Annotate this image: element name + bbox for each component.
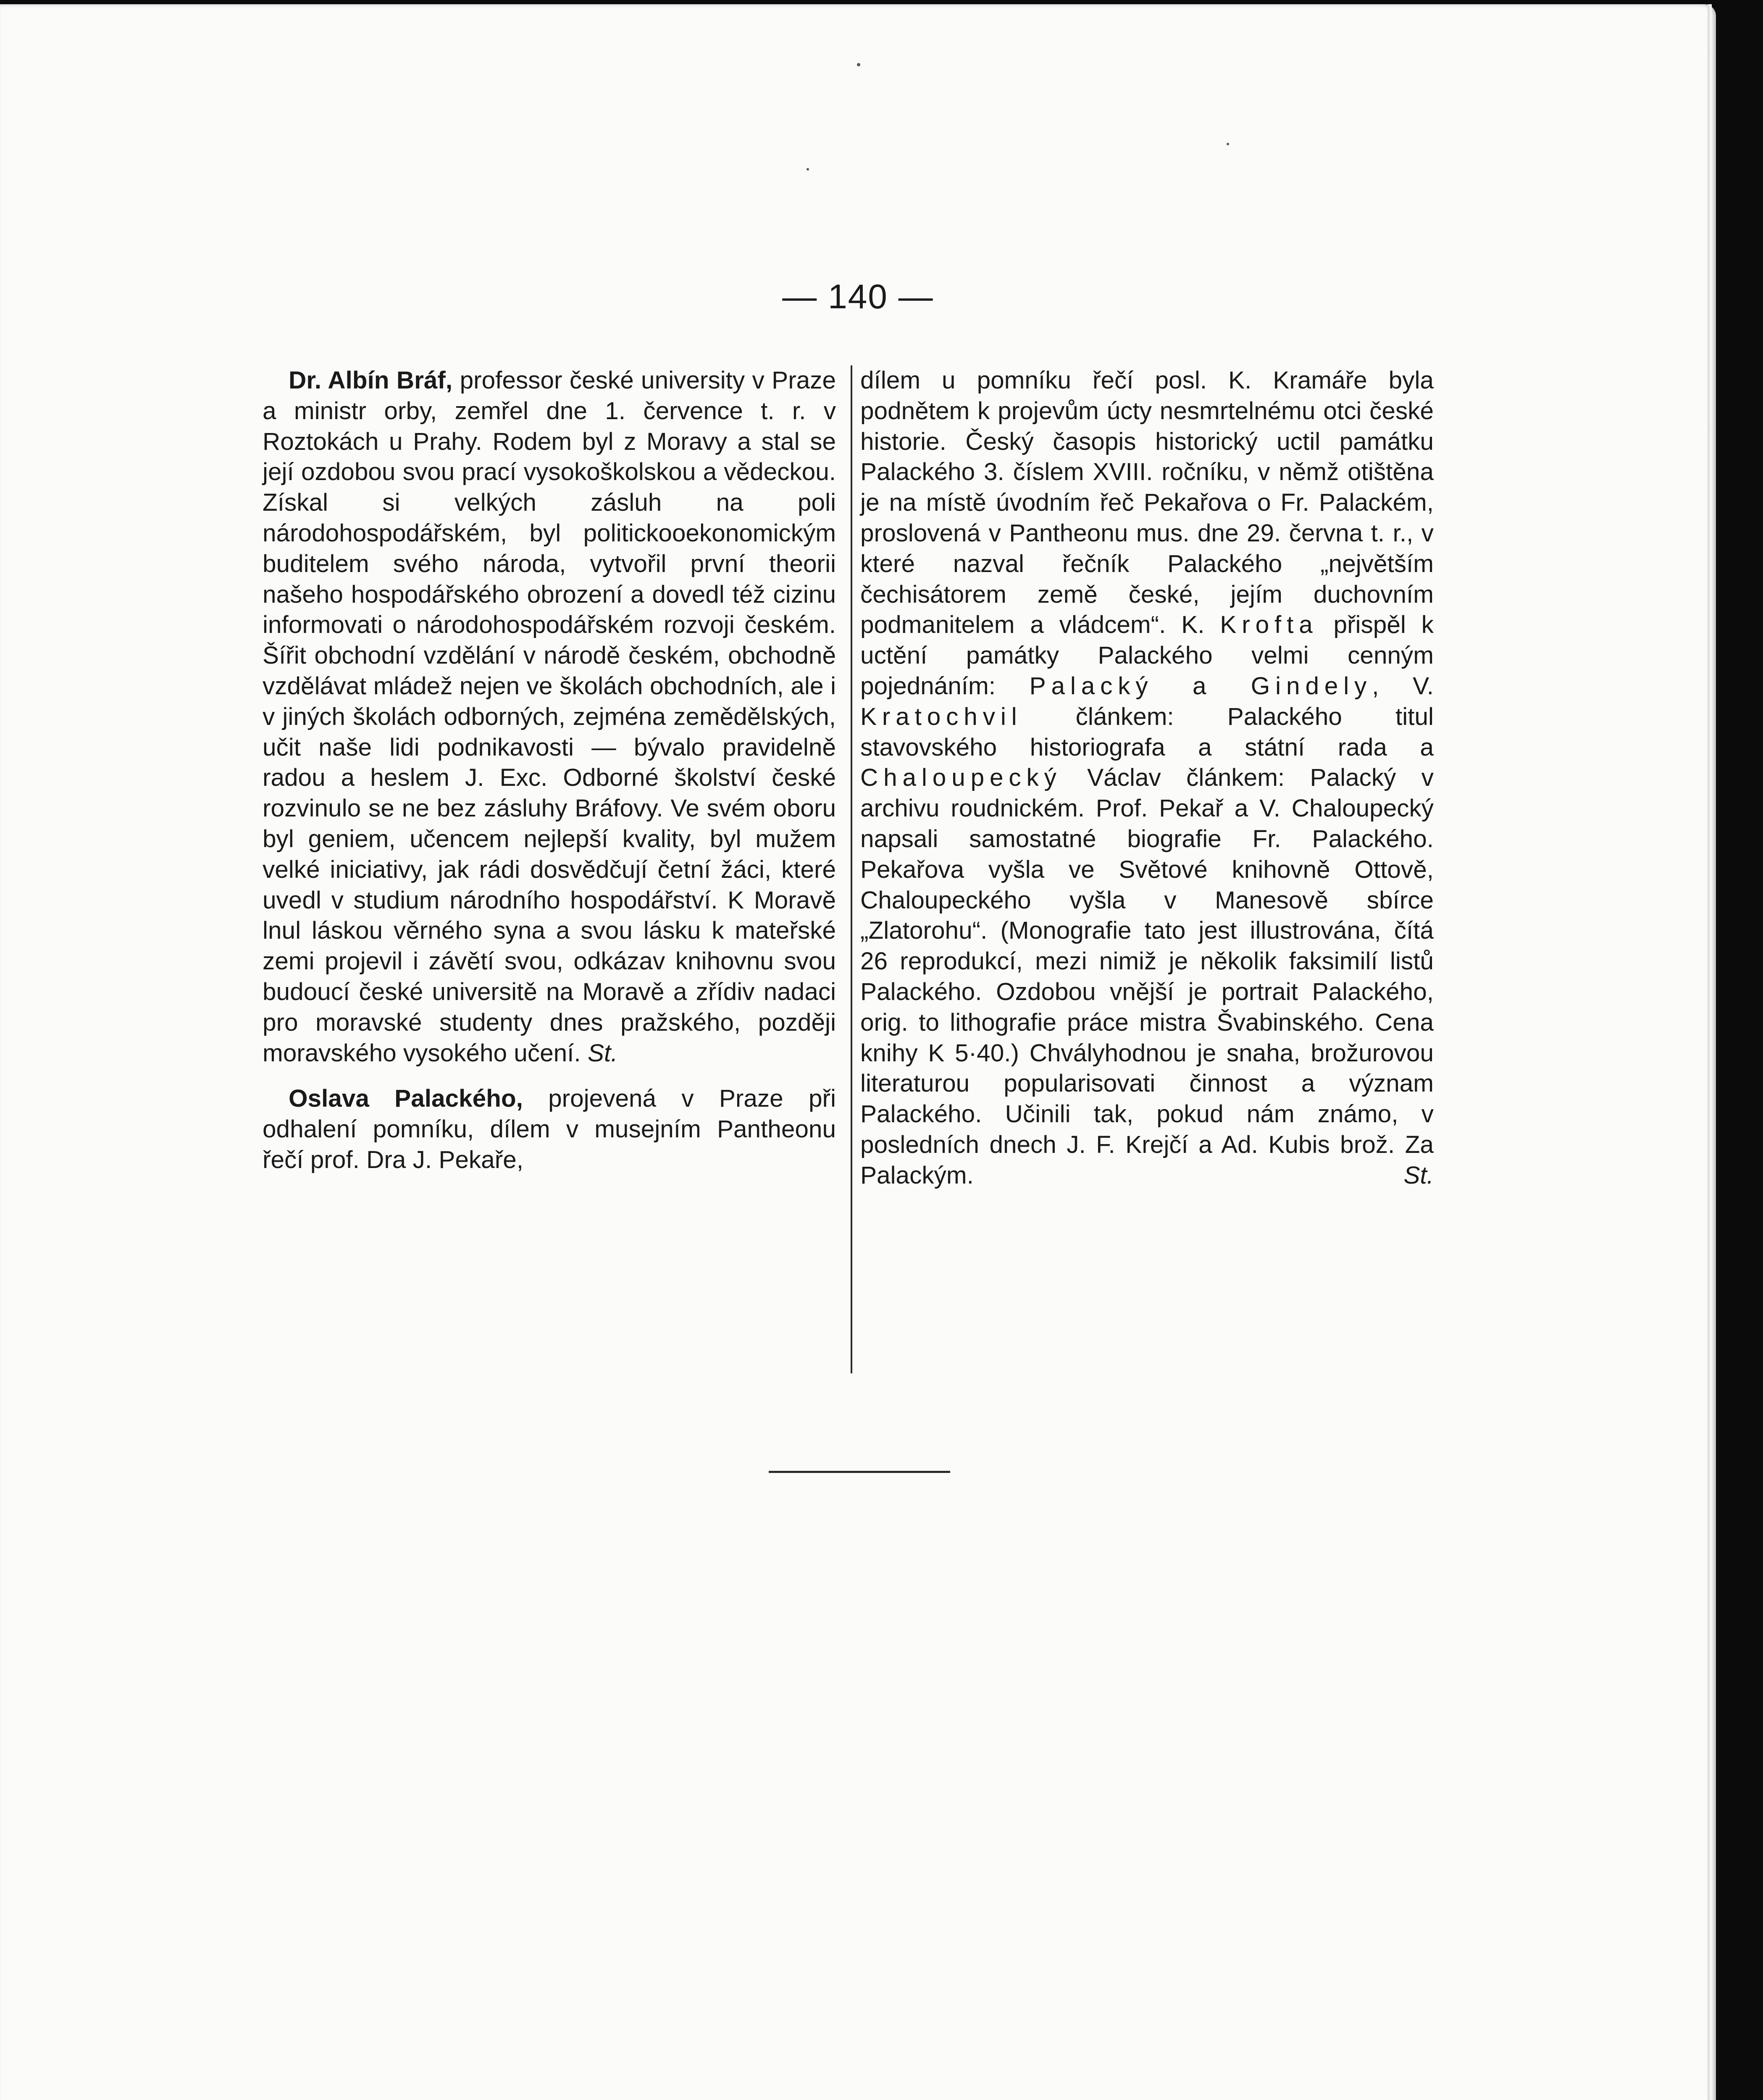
scan-page-edge xyxy=(1708,4,1712,2100)
article-palacky-signature: St. xyxy=(1403,1161,1434,1189)
name-kratochvil: Kratochvil xyxy=(860,703,1022,730)
scan-speck xyxy=(807,168,809,171)
article-palacky-start xyxy=(263,1084,836,1175)
article-palacky-body-right-1: dílem u pomníku řečí posl. K. Kramáře byla podnětem k projevům úcty nesmrtelnému otci české historie. Český časopis historický uctil památku Palackého 3. číslem XVIII. ročníku, v němž otištěna je na místě úvodním řeč Pekařova o Fr. Palackém, proslovená v Pantheonu mus. dne 29. června t. r., v které nazval řečník Palackého „největším čechisátorem země české, jejím duchovním podmanitelem a vládcem“. K. xyxy=(860,367,1434,639)
right-column xyxy=(860,365,1434,1191)
article-braf xyxy=(263,365,836,1068)
article-palacky-body-right-5: Václav článkem: Palacký v archivu roudnickém. Prof. Pekař a V. Chaloupecký napsali samostatné biografie Fr. Palackého. Pekařova vyšla ve Světové knihovně Ottově, Chaloupeckého vyšla v Manesově sbírce „Zlatorohu“. (Monografie tato jest illustrována, čítá 26 reprodukcí, mezi nimiž je několik faksimilí listů Palackého. Ozdobou vnější je portrait Palackého, orig. to lithografie práce mistra Švabinského. Cena knihy K 5·40.) Chvályhodnou je snaha, brožurovou literaturou popularisovati činnost a význam Palackého. Učinili tak, pokud nám známo, v posledních dnech J. F. Krejčí a Ad. Kubis brož. Za Palackým. xyxy=(860,764,1434,1189)
article-palacky-body-right-2: přispěl k uctění památky Palackého velmi cenným pojednáním: xyxy=(860,611,1434,700)
page-number: — 140 — xyxy=(782,278,934,316)
article-braf-lead: Dr. Albín Bráf, xyxy=(289,367,453,394)
name-chaloupecky: Chaloupecký xyxy=(860,764,1062,792)
article-palacky-continued xyxy=(860,365,1434,1191)
end-rule xyxy=(769,1471,950,1473)
article-braf-signature: St. xyxy=(587,1039,618,1067)
article-palacky-lead: Oslava Palackého, xyxy=(289,1085,523,1113)
scan-speck xyxy=(857,63,860,66)
scan-speck xyxy=(1227,143,1229,145)
name-palacky-gindely: Palacký a Gindely xyxy=(1029,672,1372,700)
article-palacky-body-left: projevená v Praze při odhalení pomníku, dílem v musejním Pantheonu řečí prof. Dra J. Pekaře, xyxy=(263,1085,836,1173)
article-palacky-body-right-3: , V. xyxy=(1372,672,1434,700)
article-braf-body: professor české university v Praze a ministr orby, zemřel dne 1. července t. r. v Roztokách u Prahy. Rodem byl z Moravy a stal se její ozdobou svou prací vysokoškolskou a vědeckou. Získal si velkých zásluh na poli národohospodářském, byl politickooekonomickým buditelem svého národa, vytvořil první theorii našeho hospodářského obrození a dovedl též cizinu informovati o národohospodářském rozvoji českém. Šířit obchodní vzdělání v národě českém, obchodně vzdělávat mládež nejen ve školách obchodních, ale i v jiných školách odborných, zejména zemědělských, učit naše lidi podnikavosti — bývalo pravidelně radou a heslem J. Exc. Odborné školství české rozvinulo se ne bez zásluhy Bráfovy. Ve svém oboru byl geniem, učencem nejlepší kvality, byl mužem velké iniciativy, jak rádi dosvědčují četní žáci, které uvedl v studium národního hospodářství. K Moravě lnul láskou věrného syna a svou lásku k mateřské zemi projevil i závětí svou, odkázav knihovnu svou budoucí české universitě na Moravě a zřídiv nadaci pro moravské studenty dnes pražského, později moravského vysokého učení. xyxy=(263,367,836,1067)
name-krofta: Krofta xyxy=(1220,611,1318,639)
column-divider xyxy=(851,365,852,1373)
article-palacky-body-right-4: článkem: Palackého titul stavovského historiografa a státní rada a xyxy=(860,703,1434,761)
document-page xyxy=(0,4,1716,2100)
left-column xyxy=(263,365,836,1176)
